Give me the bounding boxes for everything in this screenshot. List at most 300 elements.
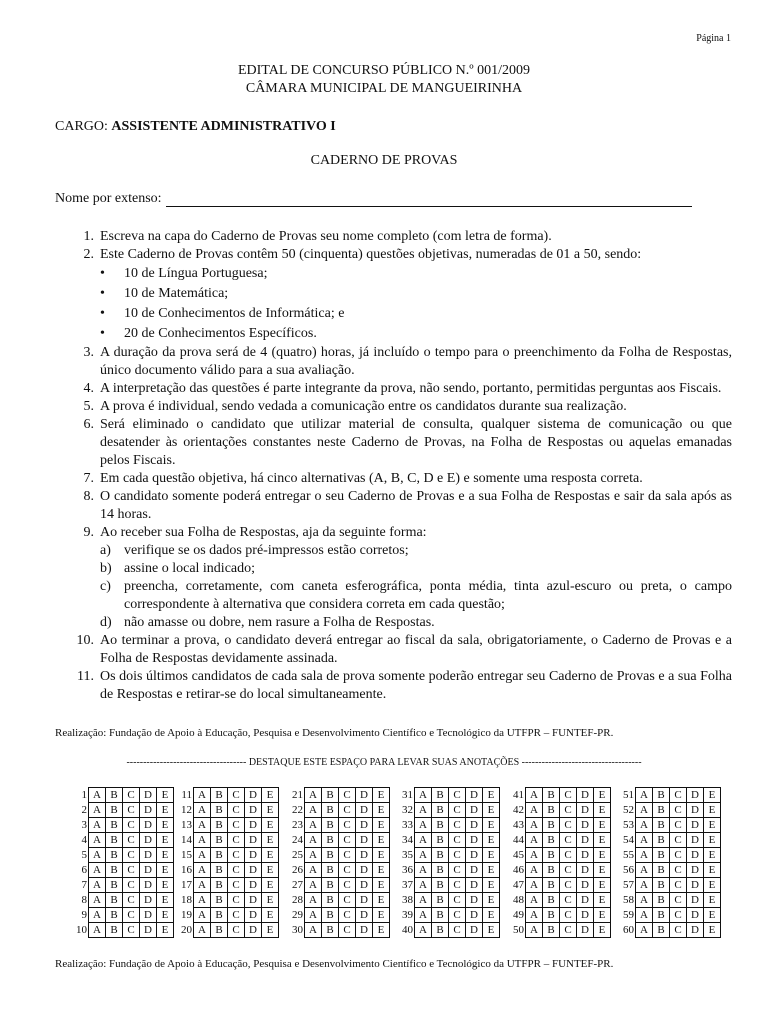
answer-option-cell[interactable]: A <box>526 847 543 862</box>
answer-option-cell[interactable]: C <box>228 802 245 817</box>
answer-option-cell[interactable]: D <box>140 832 157 847</box>
answer-option-cell[interactable]: E <box>373 877 390 892</box>
answer-option-cell[interactable]: B <box>432 802 449 817</box>
answer-option-cell[interactable]: C <box>123 787 140 802</box>
answer-option-cell[interactable]: A <box>89 907 106 922</box>
answer-option-cell[interactable]: E <box>704 832 721 847</box>
answer-option-cell[interactable]: B <box>211 922 228 938</box>
answer-option-cell[interactable]: C <box>228 877 245 892</box>
answer-option-cell[interactable]: D <box>466 817 483 832</box>
answer-option-cell[interactable]: D <box>140 847 157 862</box>
answer-option-cell[interactable]: A <box>89 862 106 877</box>
answer-option-cell[interactable]: A <box>526 877 543 892</box>
answer-option-cell[interactable]: B <box>322 847 339 862</box>
answer-option-cell[interactable]: E <box>157 922 174 938</box>
answer-option-cell[interactable]: C <box>560 862 577 877</box>
answer-option-cell[interactable]: B <box>543 922 560 938</box>
answer-option-cell[interactable]: D <box>356 862 373 877</box>
answer-option-cell[interactable]: E <box>157 907 174 922</box>
answer-option-cell[interactable]: E <box>262 862 279 877</box>
answer-option-cell[interactable]: E <box>373 832 390 847</box>
answer-option-cell[interactable]: A <box>526 787 543 802</box>
answer-option-cell[interactable]: E <box>373 787 390 802</box>
answer-option-cell[interactable]: C <box>339 922 356 938</box>
answer-option-cell[interactable]: C <box>123 877 140 892</box>
answer-option-cell[interactable]: D <box>577 862 594 877</box>
answer-option-cell[interactable]: D <box>245 862 262 877</box>
answer-option-cell[interactable]: E <box>483 832 500 847</box>
answer-option-cell[interactable]: D <box>356 847 373 862</box>
answer-option-cell[interactable]: E <box>483 862 500 877</box>
answer-option-cell[interactable]: D <box>245 847 262 862</box>
answer-option-cell[interactable]: B <box>653 832 670 847</box>
answer-option-cell[interactable]: B <box>322 832 339 847</box>
answer-option-cell[interactable]: D <box>356 907 373 922</box>
answer-option-cell[interactable]: D <box>140 877 157 892</box>
answer-option-cell[interactable]: B <box>106 907 123 922</box>
answer-option-cell[interactable]: B <box>653 802 670 817</box>
answer-option-cell[interactable]: D <box>466 877 483 892</box>
answer-option-cell[interactable]: A <box>636 802 653 817</box>
answer-option-cell[interactable]: A <box>305 787 322 802</box>
answer-option-cell[interactable]: C <box>560 832 577 847</box>
answer-option-cell[interactable]: B <box>432 817 449 832</box>
answer-option-cell[interactable]: E <box>483 847 500 862</box>
answer-option-cell[interactable]: E <box>594 817 611 832</box>
answer-option-cell[interactable]: C <box>560 877 577 892</box>
answer-option-cell[interactable]: D <box>466 847 483 862</box>
answer-option-cell[interactable]: B <box>543 787 560 802</box>
answer-option-cell[interactable]: D <box>245 877 262 892</box>
answer-option-cell[interactable]: A <box>194 907 211 922</box>
answer-option-cell[interactable]: C <box>228 922 245 938</box>
answer-option-cell[interactable]: D <box>140 907 157 922</box>
answer-option-cell[interactable]: D <box>140 817 157 832</box>
answer-option-cell[interactable]: B <box>543 892 560 907</box>
answer-option-cell[interactable]: C <box>670 817 687 832</box>
answer-option-cell[interactable]: D <box>245 907 262 922</box>
answer-option-cell[interactable]: A <box>89 847 106 862</box>
answer-option-cell[interactable]: C <box>228 907 245 922</box>
answer-option-cell[interactable]: B <box>106 922 123 938</box>
answer-option-cell[interactable]: D <box>687 922 704 938</box>
answer-option-cell[interactable]: D <box>356 817 373 832</box>
answer-option-cell[interactable]: B <box>432 892 449 907</box>
answer-option-cell[interactable]: C <box>670 787 687 802</box>
answer-option-cell[interactable]: A <box>415 802 432 817</box>
answer-option-cell[interactable]: C <box>560 817 577 832</box>
answer-option-cell[interactable]: B <box>543 877 560 892</box>
answer-option-cell[interactable]: C <box>449 802 466 817</box>
answer-option-cell[interactable]: B <box>322 817 339 832</box>
answer-option-cell[interactable]: B <box>106 877 123 892</box>
answer-option-cell[interactable]: A <box>194 847 211 862</box>
answer-option-cell[interactable]: C <box>123 892 140 907</box>
answer-option-cell[interactable]: E <box>704 862 721 877</box>
answer-option-cell[interactable]: B <box>432 787 449 802</box>
answer-option-cell[interactable]: B <box>653 787 670 802</box>
answer-option-cell[interactable]: D <box>687 847 704 862</box>
answer-option-cell[interactable]: B <box>211 907 228 922</box>
answer-option-cell[interactable]: A <box>194 787 211 802</box>
answer-option-cell[interactable]: B <box>653 862 670 877</box>
answer-option-cell[interactable]: A <box>526 862 543 877</box>
answer-option-cell[interactable]: B <box>543 907 560 922</box>
answer-option-cell[interactable]: B <box>322 922 339 938</box>
answer-option-cell[interactable]: C <box>670 877 687 892</box>
answer-option-cell[interactable]: C <box>123 862 140 877</box>
answer-option-cell[interactable]: E <box>704 877 721 892</box>
answer-option-cell[interactable]: B <box>432 877 449 892</box>
answer-option-cell[interactable]: D <box>245 892 262 907</box>
answer-option-cell[interactable]: D <box>140 802 157 817</box>
answer-option-cell[interactable]: A <box>636 787 653 802</box>
answer-option-cell[interactable]: C <box>449 922 466 938</box>
answer-option-cell[interactable]: D <box>466 892 483 907</box>
answer-option-cell[interactable]: E <box>594 907 611 922</box>
answer-option-cell[interactable]: C <box>449 877 466 892</box>
answer-option-cell[interactable]: D <box>577 802 594 817</box>
answer-option-cell[interactable]: E <box>157 832 174 847</box>
answer-option-cell[interactable]: A <box>415 847 432 862</box>
answer-option-cell[interactable]: C <box>449 817 466 832</box>
answer-option-cell[interactable]: D <box>466 862 483 877</box>
answer-option-cell[interactable]: B <box>211 877 228 892</box>
answer-option-cell[interactable]: B <box>211 787 228 802</box>
answer-option-cell[interactable]: C <box>339 847 356 862</box>
answer-option-cell[interactable]: D <box>687 832 704 847</box>
answer-option-cell[interactable]: B <box>106 817 123 832</box>
answer-option-cell[interactable]: D <box>356 787 373 802</box>
answer-option-cell[interactable]: B <box>211 847 228 862</box>
answer-option-cell[interactable]: A <box>526 817 543 832</box>
answer-option-cell[interactable]: E <box>262 832 279 847</box>
answer-option-cell[interactable]: A <box>636 892 653 907</box>
answer-option-cell[interactable]: B <box>211 862 228 877</box>
answer-option-cell[interactable]: C <box>560 907 577 922</box>
answer-option-cell[interactable]: C <box>449 907 466 922</box>
answer-option-cell[interactable]: E <box>594 862 611 877</box>
answer-option-cell[interactable]: A <box>636 922 653 938</box>
answer-option-cell[interactable]: B <box>653 922 670 938</box>
answer-option-cell[interactable]: A <box>415 832 432 847</box>
answer-option-cell[interactable]: E <box>483 787 500 802</box>
answer-option-cell[interactable]: C <box>228 892 245 907</box>
answer-option-cell[interactable]: A <box>636 817 653 832</box>
answer-option-cell[interactable]: A <box>305 922 322 938</box>
answer-option-cell[interactable]: C <box>560 847 577 862</box>
answer-option-cell[interactable]: D <box>356 892 373 907</box>
answer-option-cell[interactable]: C <box>228 847 245 862</box>
answer-option-cell[interactable]: D <box>687 802 704 817</box>
answer-option-cell[interactable]: B <box>106 847 123 862</box>
answer-option-cell[interactable]: D <box>687 817 704 832</box>
answer-option-cell[interactable]: E <box>483 907 500 922</box>
answer-option-cell[interactable]: A <box>305 877 322 892</box>
answer-option-cell[interactable]: C <box>123 907 140 922</box>
answer-option-cell[interactable]: B <box>543 832 560 847</box>
answer-option-cell[interactable]: E <box>262 907 279 922</box>
answer-option-cell[interactable]: E <box>262 802 279 817</box>
answer-option-cell[interactable]: A <box>415 877 432 892</box>
answer-option-cell[interactable]: E <box>483 802 500 817</box>
answer-option-cell[interactable]: C <box>449 832 466 847</box>
answer-option-cell[interactable]: D <box>577 787 594 802</box>
answer-option-cell[interactable]: B <box>322 802 339 817</box>
answer-option-cell[interactable]: A <box>415 787 432 802</box>
answer-option-cell[interactable]: E <box>704 847 721 862</box>
answer-option-cell[interactable]: C <box>228 862 245 877</box>
answer-option-cell[interactable]: E <box>262 877 279 892</box>
answer-option-cell[interactable]: E <box>157 802 174 817</box>
answer-option-cell[interactable]: B <box>322 862 339 877</box>
answer-option-cell[interactable]: D <box>245 832 262 847</box>
answer-option-cell[interactable]: B <box>543 847 560 862</box>
answer-option-cell[interactable]: C <box>670 847 687 862</box>
answer-option-cell[interactable]: A <box>636 877 653 892</box>
answer-option-cell[interactable]: C <box>123 922 140 938</box>
answer-option-cell[interactable]: D <box>577 817 594 832</box>
answer-option-cell[interactable]: E <box>373 907 390 922</box>
answer-option-cell[interactable]: A <box>305 802 322 817</box>
answer-option-cell[interactable]: A <box>415 907 432 922</box>
answer-option-cell[interactable]: B <box>106 802 123 817</box>
answer-option-cell[interactable]: E <box>373 862 390 877</box>
answer-option-cell[interactable]: E <box>483 892 500 907</box>
answer-option-cell[interactable]: C <box>670 907 687 922</box>
answer-option-cell[interactable]: D <box>466 922 483 938</box>
answer-option-cell[interactable]: B <box>322 907 339 922</box>
answer-option-cell[interactable]: A <box>89 802 106 817</box>
answer-option-cell[interactable]: D <box>356 832 373 847</box>
answer-option-cell[interactable]: D <box>140 787 157 802</box>
answer-option-cell[interactable]: E <box>262 817 279 832</box>
answer-option-cell[interactable]: A <box>194 817 211 832</box>
answer-option-cell[interactable]: E <box>704 802 721 817</box>
answer-option-cell[interactable]: A <box>305 847 322 862</box>
answer-option-cell[interactable]: C <box>560 802 577 817</box>
answer-option-cell[interactable]: E <box>704 907 721 922</box>
answer-option-cell[interactable]: E <box>704 787 721 802</box>
answer-option-cell[interactable]: D <box>356 877 373 892</box>
answer-option-cell[interactable]: D <box>245 922 262 938</box>
answer-option-cell[interactable]: D <box>577 892 594 907</box>
answer-option-cell[interactable]: E <box>373 817 390 832</box>
answer-option-cell[interactable]: C <box>339 802 356 817</box>
answer-option-cell[interactable]: A <box>194 877 211 892</box>
answer-option-cell[interactable]: D <box>466 832 483 847</box>
answer-option-cell[interactable]: C <box>228 817 245 832</box>
answer-option-cell[interactable]: A <box>526 832 543 847</box>
answer-option-cell[interactable]: B <box>211 832 228 847</box>
answer-option-cell[interactable]: A <box>305 862 322 877</box>
answer-option-cell[interactable]: B <box>543 817 560 832</box>
answer-option-cell[interactable]: A <box>194 922 211 938</box>
answer-option-cell[interactable]: E <box>373 922 390 938</box>
answer-option-cell[interactable]: E <box>373 802 390 817</box>
answer-option-cell[interactable]: D <box>140 892 157 907</box>
answer-option-cell[interactable]: A <box>89 832 106 847</box>
answer-option-cell[interactable]: C <box>560 892 577 907</box>
answer-option-cell[interactable]: C <box>670 862 687 877</box>
answer-option-cell[interactable]: B <box>653 817 670 832</box>
answer-option-cell[interactable]: E <box>594 787 611 802</box>
answer-option-cell[interactable]: C <box>449 847 466 862</box>
answer-option-cell[interactable]: A <box>194 892 211 907</box>
answer-option-cell[interactable]: E <box>594 802 611 817</box>
answer-option-cell[interactable]: D <box>577 847 594 862</box>
answer-option-cell[interactable]: B <box>322 892 339 907</box>
answer-option-cell[interactable]: B <box>432 907 449 922</box>
answer-option-cell[interactable]: C <box>560 787 577 802</box>
answer-option-cell[interactable]: D <box>687 892 704 907</box>
answer-option-cell[interactable]: E <box>483 817 500 832</box>
answer-option-cell[interactable]: C <box>123 817 140 832</box>
answer-option-cell[interactable]: B <box>432 847 449 862</box>
answer-option-cell[interactable]: C <box>560 922 577 938</box>
answer-option-cell[interactable]: A <box>89 922 106 938</box>
answer-option-cell[interactable]: B <box>653 877 670 892</box>
answer-option-cell[interactable]: D <box>577 877 594 892</box>
answer-option-cell[interactable]: E <box>594 832 611 847</box>
answer-option-cell[interactable]: C <box>670 922 687 938</box>
answer-option-cell[interactable]: E <box>594 847 611 862</box>
answer-option-cell[interactable]: A <box>636 907 653 922</box>
answer-option-cell[interactable]: B <box>106 862 123 877</box>
answer-option-cell[interactable]: B <box>322 787 339 802</box>
answer-option-cell[interactable]: C <box>339 877 356 892</box>
answer-option-cell[interactable]: E <box>704 892 721 907</box>
answer-option-cell[interactable]: A <box>636 832 653 847</box>
answer-option-cell[interactable]: A <box>415 892 432 907</box>
answer-option-cell[interactable]: B <box>211 802 228 817</box>
answer-option-cell[interactable]: A <box>305 892 322 907</box>
answer-option-cell[interactable]: C <box>123 832 140 847</box>
answer-option-cell[interactable]: E <box>594 877 611 892</box>
answer-option-cell[interactable]: E <box>483 877 500 892</box>
answer-option-cell[interactable]: A <box>305 832 322 847</box>
answer-option-cell[interactable]: C <box>339 907 356 922</box>
answer-option-cell[interactable]: E <box>373 847 390 862</box>
answer-option-cell[interactable]: D <box>356 802 373 817</box>
answer-option-cell[interactable]: C <box>339 817 356 832</box>
answer-option-cell[interactable]: E <box>373 892 390 907</box>
answer-option-cell[interactable]: E <box>157 892 174 907</box>
answer-option-cell[interactable]: A <box>526 802 543 817</box>
answer-option-cell[interactable]: B <box>322 877 339 892</box>
answer-option-cell[interactable]: D <box>140 922 157 938</box>
answer-option-cell[interactable]: C <box>339 892 356 907</box>
answer-option-cell[interactable]: B <box>653 907 670 922</box>
answer-option-cell[interactable]: C <box>449 892 466 907</box>
answer-option-cell[interactable]: E <box>157 817 174 832</box>
answer-option-cell[interactable]: B <box>432 832 449 847</box>
answer-option-cell[interactable]: A <box>415 862 432 877</box>
answer-option-cell[interactable]: A <box>305 817 322 832</box>
answer-option-cell[interactable]: C <box>339 787 356 802</box>
answer-option-cell[interactable]: D <box>466 802 483 817</box>
answer-option-cell[interactable]: C <box>339 862 356 877</box>
answer-option-cell[interactable]: C <box>670 832 687 847</box>
answer-option-cell[interactable]: A <box>194 832 211 847</box>
answer-option-cell[interactable]: B <box>211 817 228 832</box>
answer-option-cell[interactable]: C <box>228 787 245 802</box>
answer-option-cell[interactable]: A <box>636 847 653 862</box>
answer-option-cell[interactable]: E <box>157 847 174 862</box>
answer-option-cell[interactable]: C <box>339 832 356 847</box>
answer-option-cell[interactable]: D <box>466 907 483 922</box>
answer-option-cell[interactable]: D <box>687 877 704 892</box>
answer-option-cell[interactable]: A <box>89 787 106 802</box>
answer-option-cell[interactable]: D <box>466 787 483 802</box>
answer-option-cell[interactable]: D <box>577 922 594 938</box>
answer-option-cell[interactable]: B <box>106 832 123 847</box>
answer-option-cell[interactable]: D <box>245 817 262 832</box>
answer-option-cell[interactable]: A <box>415 922 432 938</box>
answer-option-cell[interactable]: B <box>432 862 449 877</box>
answer-option-cell[interactable]: E <box>262 847 279 862</box>
answer-option-cell[interactable]: A <box>305 907 322 922</box>
answer-option-cell[interactable]: B <box>653 892 670 907</box>
answer-option-cell[interactable]: C <box>449 862 466 877</box>
answer-option-cell[interactable]: A <box>636 862 653 877</box>
answer-option-cell[interactable]: D <box>245 802 262 817</box>
answer-option-cell[interactable]: D <box>577 907 594 922</box>
answer-option-cell[interactable]: E <box>262 787 279 802</box>
answer-option-cell[interactable]: D <box>577 832 594 847</box>
answer-option-cell[interactable]: C <box>670 802 687 817</box>
answer-option-cell[interactable]: E <box>262 892 279 907</box>
answer-option-cell[interactable]: E <box>262 922 279 938</box>
answer-option-cell[interactable]: D <box>687 787 704 802</box>
answer-option-cell[interactable]: E <box>157 787 174 802</box>
answer-option-cell[interactable]: B <box>653 847 670 862</box>
answer-option-cell[interactable]: D <box>245 787 262 802</box>
answer-option-cell[interactable]: D <box>687 862 704 877</box>
answer-option-cell[interactable]: B <box>106 787 123 802</box>
answer-option-cell[interactable]: B <box>211 892 228 907</box>
answer-option-cell[interactable]: C <box>228 832 245 847</box>
answer-option-cell[interactable]: C <box>123 847 140 862</box>
answer-option-cell[interactable]: B <box>432 922 449 938</box>
answer-option-cell[interactable]: A <box>526 922 543 938</box>
answer-option-cell[interactable]: E <box>483 922 500 938</box>
answer-option-cell[interactable]: B <box>106 892 123 907</box>
answer-option-cell[interactable]: C <box>449 787 466 802</box>
answer-option-cell[interactable]: B <box>543 802 560 817</box>
answer-option-cell[interactable]: A <box>526 892 543 907</box>
answer-option-cell[interactable]: E <box>594 892 611 907</box>
answer-option-cell[interactable]: A <box>194 802 211 817</box>
answer-option-cell[interactable]: A <box>89 892 106 907</box>
answer-option-cell[interactable]: A <box>89 817 106 832</box>
nome-field-line[interactable] <box>166 193 692 207</box>
answer-option-cell[interactable]: A <box>415 817 432 832</box>
answer-option-cell[interactable]: B <box>543 862 560 877</box>
answer-option-cell[interactable]: A <box>194 862 211 877</box>
answer-option-cell[interactable]: E <box>704 922 721 938</box>
answer-option-cell[interactable]: E <box>594 922 611 938</box>
answer-option-cell[interactable]: E <box>157 862 174 877</box>
answer-option-cell[interactable]: D <box>687 907 704 922</box>
answer-option-cell[interactable]: E <box>157 877 174 892</box>
answer-option-cell[interactable]: A <box>526 907 543 922</box>
answer-option-cell[interactable]: D <box>140 862 157 877</box>
answer-option-cell[interactable]: A <box>89 877 106 892</box>
answer-option-cell[interactable]: C <box>670 892 687 907</box>
answer-option-cell[interactable]: E <box>704 817 721 832</box>
answer-option-cell[interactable]: C <box>123 802 140 817</box>
